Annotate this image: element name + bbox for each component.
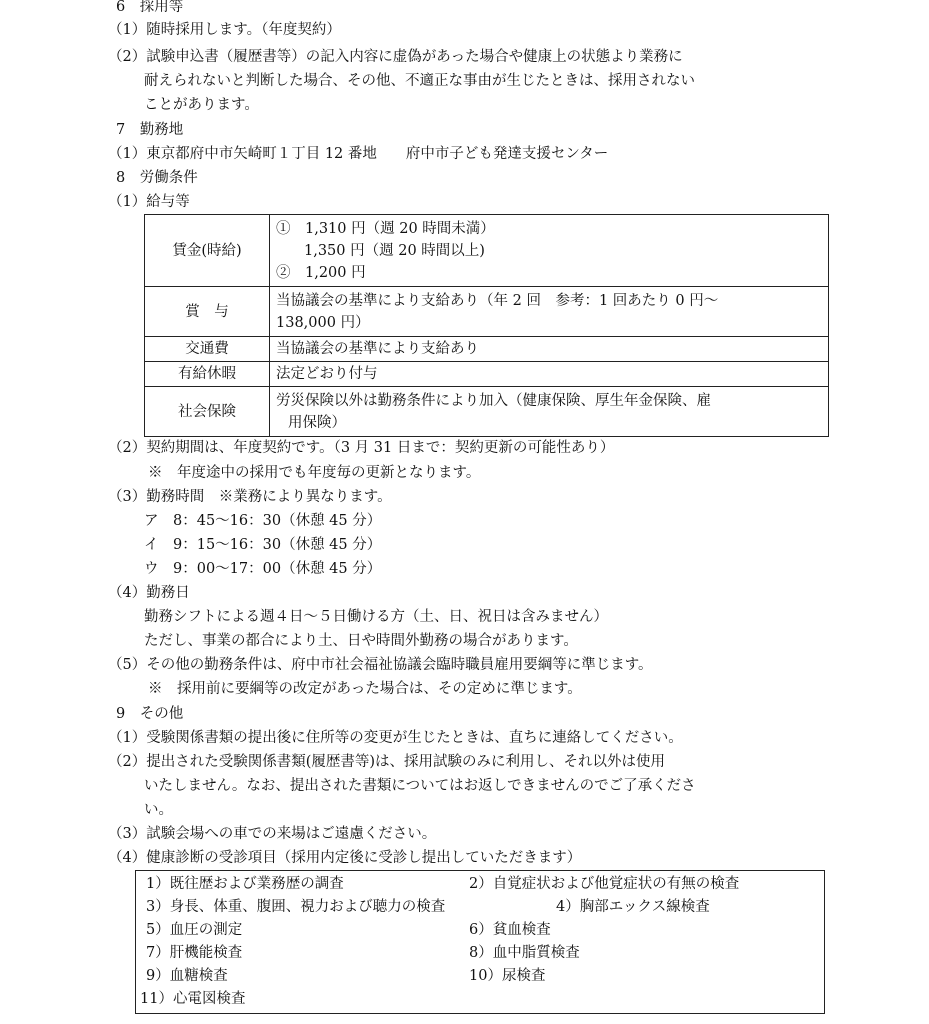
section-9-item-2-line-2: いたしません。なお、提出された書類についてはお返しできませんのでご了承くださ: [144, 778, 696, 794]
section-8-item-1: （1）給与等: [108, 194, 190, 210]
section-8-item-4-line-1: 勤務シフトによる週４日～５日働ける方（土、日、祝日は含みません）: [144, 609, 608, 625]
section-9-item-1: （1）受験関係書類の提出後に住所等の変更が生じたときは、直ちに連絡してください。: [108, 730, 683, 746]
work-hours-a: ア 8：45～16：30（休憩 45 分）: [144, 513, 382, 529]
health-item-4: 4）胸部エックス線検査: [556, 899, 710, 915]
section-9-item-2-line-3: い。: [144, 802, 173, 818]
wage-value: [270, 215, 829, 287]
health-item-6: 6）貧血検査: [469, 922, 551, 938]
table-row: [145, 337, 829, 362]
section-6-heading: 6 採用等: [116, 0, 184, 15]
table-row: [145, 215, 829, 287]
section-8-heading: 8 労働条件: [116, 170, 198, 186]
health-item-10: 10）尿検査: [469, 968, 546, 984]
section-8-item-4-line-2: ただし、事業の都合により土、日や時間外勤務の場合があります。: [144, 633, 578, 649]
insurance-line-1: 労災保険以外は勤務条件により加入（健康保険、厚生年金保険、雇: [276, 392, 711, 409]
health-item-2: 2）自覚症状および他覚症状の有無の検査: [469, 876, 740, 892]
table-row: [145, 387, 829, 437]
health-item-11: 11）心電図検査: [140, 991, 246, 1007]
table-row: [145, 362, 829, 387]
insurance-label: 社会保険: [145, 387, 270, 437]
health-check-box: [135, 870, 825, 1014]
salary-table: [144, 214, 829, 437]
table-row: [145, 287, 829, 337]
section-6-item-2-line-2: 耐えられないと判断した場合、その他、不適正な事由が生じたときは、採用されない: [144, 73, 695, 89]
bonus-line-1: 当協議会の基準により支給あり（年 2 回 参考：1 回あたり 0 円～: [276, 292, 719, 309]
insurance-line-2: 用保険）: [288, 414, 346, 431]
health-item-7: 7）肝機能検査: [146, 945, 243, 961]
wage-line-2: 1,350 円（週 20 時間以上): [304, 242, 485, 259]
section-9-heading: 9 その他: [116, 706, 184, 722]
health-item-9: 9）血糖検査: [146, 968, 228, 984]
section-8-item-4: （4）勤務日: [108, 585, 190, 601]
section-8-item-2-note: ※ 年度途中の採用でも年度毎の更新となります。: [148, 465, 481, 481]
section-6-item-2-line-3: ことがあります。: [144, 97, 259, 113]
transport-label: 交通費: [145, 337, 270, 362]
bonus-value: [270, 287, 829, 337]
section-9-item-2-line-1: （2）提出された受験関係書類(履歴書等)は、採用試験のみに利用し、それ以外は使用: [108, 754, 666, 770]
section-8-item-5: （5）その他の勤務条件は、府中市社会福祉協議会臨時職員雇用要綱等に準じます。: [108, 657, 653, 673]
leave-label: 有給休暇: [145, 362, 270, 387]
section-9-item-3: （3）試験会場への車での来場はご遠慮ください。: [108, 826, 437, 842]
section-6-item-2-line-1: （2）試験申込書（履歴書等）の記入内容に虚偽があった場合や健康上の状態より業務に: [108, 49, 683, 65]
work-hours-c: ウ 9：00～17：00（休憩 45 分）: [144, 561, 382, 577]
section-8-item-3: （3）勤務時間 ※業務により異なります。: [108, 489, 392, 505]
section-6-item-1: （1）随時採用します。（年度契約）: [108, 22, 341, 38]
section-7-heading: 7 勤務地: [116, 122, 184, 138]
transport-value: 当協議会の基準により支給あり: [270, 337, 829, 362]
bonus-line-2: 138,000 円）: [276, 314, 370, 331]
wage-line-3: ② 1,200 円: [276, 264, 366, 281]
work-hours-b: イ 9：15～16：30（休憩 45 分）: [144, 537, 382, 553]
health-item-5: 5）血圧の測定: [146, 922, 243, 938]
health-item-3: 3）身長、体重、腹囲、視力および聴力の検査: [146, 899, 446, 915]
leave-value: 法定どおり付与: [270, 362, 829, 387]
section-9-item-4: （4）健康診断の受診項目（採用内定後に受診し提出していただきます）: [108, 850, 582, 866]
section-7-item-1: （1）東京都府中市矢崎町１丁目 12 番地 府中市子ども発達支援センター: [108, 146, 609, 162]
wage-line-1: ① 1,310 円（週 20 時間未満）: [276, 220, 495, 237]
health-item-8: 8）血中脂質検査: [469, 945, 580, 961]
insurance-value: [270, 387, 829, 437]
bonus-label: 賞 与: [145, 287, 270, 337]
section-8-item-2: （2）契約期間は、年度契約です。（3 月 31 日まで：契約更新の可能性あり）: [108, 440, 615, 456]
health-item-1: 1）既往歴および業務歴の調査: [146, 876, 344, 892]
wage-label: 賃金(時給): [145, 215, 270, 287]
section-8-item-5-note: ※ 採用前に要綱等の改定があった場合は、その定めに準じます。: [148, 681, 582, 697]
